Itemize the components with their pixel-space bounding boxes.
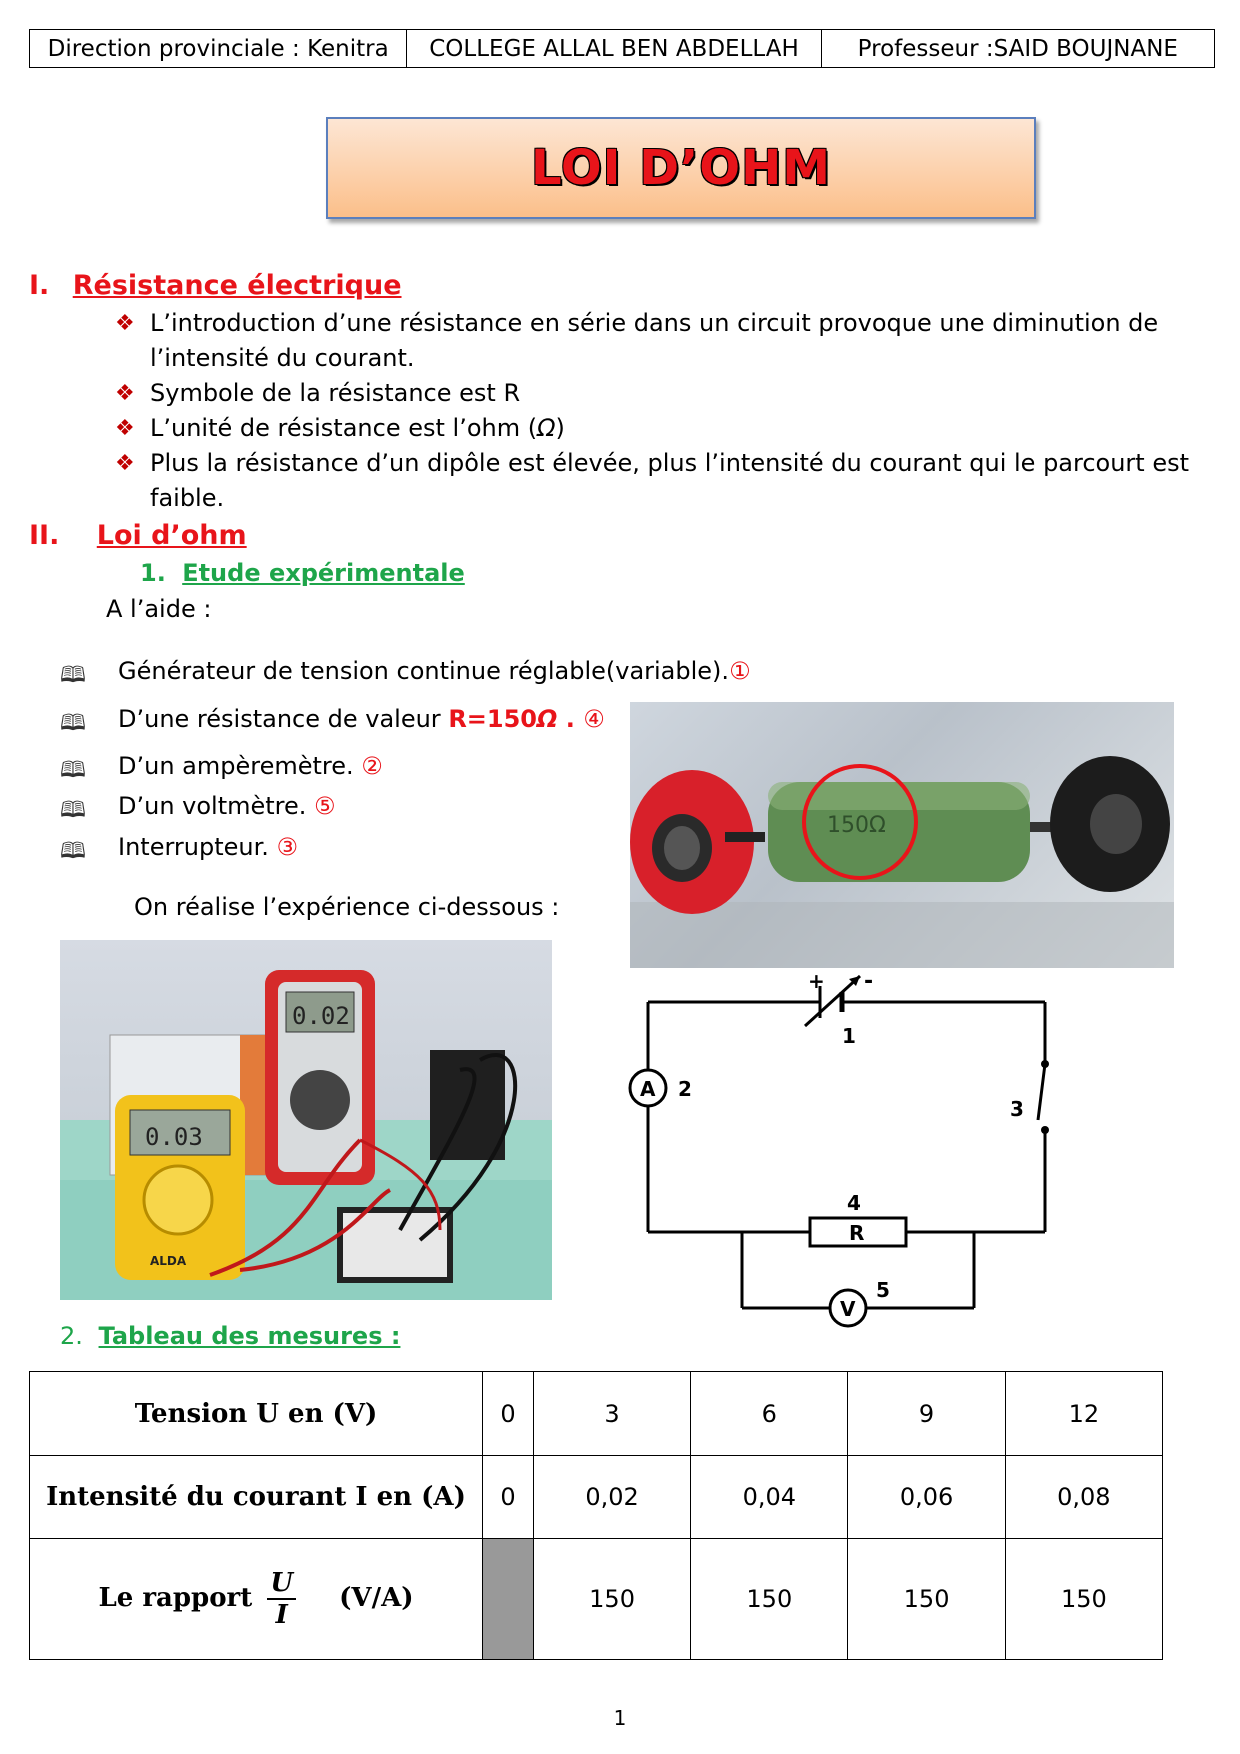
book-bullet-icon: 🕮: [60, 758, 86, 783]
bullet-text: L’introduction d’une résistance en série dans un circuit provoque une diminution de: [150, 309, 1159, 337]
section-2-heading: [29, 520, 247, 551]
table-cell: 0,04: [691, 1456, 848, 1539]
brand-label: ALDA: [150, 1254, 187, 1268]
equipment-item: D’une résistance de valeur R=150Ω . ④: [118, 705, 605, 733]
book-bullet-icon: 🕮: [60, 663, 86, 688]
table-row-intensite: [30, 1456, 1163, 1539]
book-bullet-icon: 🕮: [60, 711, 86, 736]
ammeter-label: A: [640, 1077, 656, 1101]
resistor-value-label: 150Ω: [827, 813, 886, 838]
minus-label: -: [864, 970, 874, 994]
diamond-bullet-icon: ❖: [115, 311, 135, 336]
meter-readout: 0.02: [292, 1002, 350, 1030]
component-number: 2: [678, 1077, 692, 1101]
header-direction: Direction provinciale : Kenitra: [30, 30, 407, 67]
diamond-bullet-icon: ❖: [115, 381, 135, 406]
row-label: Le rapport $\frac{U}{I}$ (V/A): [30, 1539, 483, 1660]
header-college: COLLEGE ALLAL BEN ABDELLAH: [407, 30, 821, 67]
subsection-1-number: 1.: [140, 559, 166, 587]
resistor-label: R: [849, 1221, 865, 1245]
table-cell: 0,06: [848, 1456, 1005, 1539]
header-table: [29, 29, 1215, 68]
measurements-table: [29, 1371, 1163, 1660]
equipment-item: D’un ampèremètre. ②: [118, 752, 383, 780]
table-row-rapport: [30, 1539, 1163, 1660]
table-cell: 9: [848, 1372, 1005, 1456]
subsection-2-title: Tableau des mesures :: [98, 1322, 401, 1350]
table-row-tension: [30, 1372, 1163, 1456]
switch-blade: [1038, 1064, 1045, 1120]
subsection-2-number: 2.: [60, 1322, 83, 1350]
table-cell: 0: [483, 1372, 534, 1456]
section-2-title: Loi d’ohm: [96, 520, 247, 551]
table-cell: 150: [691, 1539, 848, 1660]
title-box: [326, 117, 1036, 219]
table-cell: 0: [483, 1456, 534, 1539]
table-cell: 150: [848, 1539, 1005, 1660]
component-number: 5: [876, 1278, 890, 1302]
row-label: Intensité du courant I en (A): [30, 1456, 483, 1539]
book-bullet-icon: 🕮: [60, 798, 86, 823]
section-2-number: II.: [29, 520, 60, 551]
diamond-bullet-icon: ❖: [115, 451, 135, 476]
plus-label: +: [808, 970, 825, 993]
component-number: 3: [1010, 1097, 1024, 1121]
table-cell: 0,02: [533, 1456, 690, 1539]
table-cell: 12: [1005, 1372, 1162, 1456]
table-cell: 0,08: [1005, 1456, 1162, 1539]
setup-photo: [60, 940, 552, 1300]
ohm-symbol: Ω: [537, 414, 556, 442]
component-number: 4: [847, 1191, 861, 1215]
table-cell: 3: [533, 1372, 690, 1456]
table-cell: 150: [533, 1539, 690, 1660]
bullet-text: Plus la résistance d’un dipôle est élevée, plus l’intensité du courant qui le parcourt est: [150, 449, 1190, 477]
page-title: LOI D’OHM: [530, 140, 832, 196]
book-bullet-icon: 🕮: [60, 839, 86, 864]
subsection-1-title: Etude expérimentale: [182, 559, 465, 587]
bullet-text: L’unité de résistance est l’ohm (Ω): [150, 414, 565, 442]
equipment-item: D’un voltmètre. ⑤: [118, 792, 336, 820]
section-1-title: Résistance électrique: [72, 270, 402, 301]
bullet-text: faible.: [150, 484, 225, 512]
row-label: Tension U en (V): [30, 1372, 483, 1456]
subsection-2-heading: [60, 1322, 400, 1350]
intro-text: A l’aide :: [106, 595, 212, 623]
diamond-bullet-icon: ❖: [115, 416, 135, 441]
subsection-1-heading: [140, 559, 465, 587]
circuit-diagram: [620, 970, 1070, 1340]
resistor-photo: [630, 702, 1174, 968]
fraction-u-over-i: $\frac{U}{I}$: [267, 1568, 296, 1630]
table-cell-shaded: [483, 1539, 534, 1660]
table-cell: 6: [691, 1372, 848, 1456]
header-professeur: Professeur :SAID BOUJNANE: [857, 35, 1178, 62]
bullet-text: Symbole de la résistance est R: [150, 379, 521, 407]
bullet-text: l’intensité du courant.: [150, 344, 415, 372]
table-cell: 150: [1005, 1539, 1162, 1660]
voltmeter-label: V: [840, 1297, 856, 1321]
component-number: 1: [842, 1024, 856, 1048]
section-1-heading: [29, 270, 402, 301]
meter-readout: 0.03: [145, 1123, 203, 1151]
equipment-item: Générateur de tension continue réglable(variable).①: [118, 657, 751, 685]
section-1-number: I.: [29, 270, 50, 301]
experience-text: On réalise l’expérience ci-dessous :: [134, 893, 560, 921]
page-number: 1: [613, 1706, 627, 1730]
equipment-item: Interrupteur. ③: [118, 833, 299, 861]
